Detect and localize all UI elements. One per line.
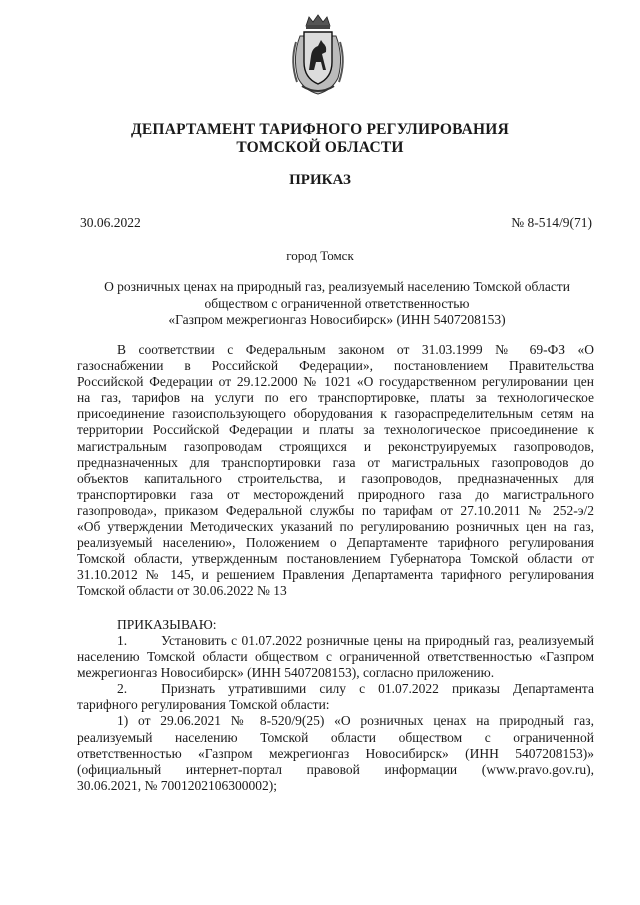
preamble-line: присоединение газоиспользующего оборудования к газораспределительным сетям на <box>77 406 594 422</box>
preamble-line: «Об утверждении Методических указаний по регулированию розничных цен на газ, <box>77 519 594 535</box>
preamble-line: Томской области, утвержденным постановлением Губернатора Томской области от <box>77 551 594 567</box>
preamble-line: 31.10.2012 № 145, и решением Правления Департамента тарифного регулирования <box>77 567 594 583</box>
preamble-line: В соответствии с Федеральным законом от 31.03.1999 № 69-ФЗ «О <box>117 342 594 357</box>
item-2-first-line <box>77 681 594 697</box>
subject-line: О розничных ценах на природный газ, реализуемый населению Томской области <box>104 279 570 294</box>
preamble-line: Томской области от 30.06.2022 № 13 <box>77 583 287 599</box>
preamble-paragraph <box>77 342 594 600</box>
preamble-line: объектов капитального строительства, и газопроводов, предназначенных для <box>77 470 594 486</box>
preamble-line: предназначенных для транспортировки газа от магистральных газопроводов до <box>77 454 594 470</box>
coat-of-arms-emblem <box>288 12 348 98</box>
department-name-line2: ТОМСКОЙ ОБЛАСТИ <box>236 139 404 156</box>
preamble-line: газопровода», приказом Федеральной службы по тарифам от 27.10.2011 № 252-э/2 <box>77 502 594 518</box>
order-items <box>77 633 594 794</box>
subject-line: «Газпром межрегионгаз Новосибирск» (ИНН 5407208153) <box>168 312 506 327</box>
item-number: 2. <box>117 681 128 697</box>
issue-city: город Томск <box>286 248 354 263</box>
order-directive-word: ПРИКАЗЫВАЮ: <box>117 617 217 632</box>
order-date: 30.06.2022 <box>80 215 141 230</box>
preamble-line: территории Российской Федерации и платы за технологическое присоединение к <box>77 422 594 438</box>
subject-line: обществом с ограниченной ответственностью <box>204 295 470 311</box>
subitem-line: (официальный интернет-портал правовой информации (www.pravo.gov.ru), <box>77 761 594 777</box>
preamble-line: газоснабжении в Российской Федерации», постановлением Правительства <box>77 358 594 374</box>
item-1-first-line <box>77 633 594 649</box>
item-line: тарифного регулирования Томской области: <box>77 697 330 713</box>
preamble-line: транспортировки газа от месторождений природного газа до магистрального <box>77 486 594 502</box>
item-text: Установить с 01.07.2022 розничные цены на природный газ, реализуемый <box>161 633 594 648</box>
document-type-title: ПРИКАЗ <box>289 172 351 188</box>
preamble-line: на газ, тарифов на услуги по его транспортировке, платы за технологическое <box>77 390 594 406</box>
preamble-line: реализуемый населению», Положением о Департаменте тарифного регулирования <box>77 535 594 551</box>
order-subject <box>80 279 594 329</box>
item-text: Признать утратившими силу с 01.07.2022 приказы Департамента <box>161 681 594 697</box>
item-number: 1. <box>117 633 128 648</box>
subitem-line: 1) от 29.06.2021 № 8-520/9(25) «О розничных ценах на природный газ, <box>117 713 594 729</box>
subitem-line: ответственностью «Газпром межрегионгаз Новосибирск» (ИНН 5407208153)» <box>77 745 594 761</box>
order-number: № 8-514/9(71) <box>511 215 592 230</box>
preamble-line: магистральным газопроводам строящихся и реконструируемых газопроводов, <box>77 438 594 454</box>
item-line: межрегионгаз Новосибирск» (ИНН 5407208153), согласно приложению. <box>77 665 495 681</box>
department-name-line1: ДЕПАРТАМЕНТ ТАРИФНОГО РЕГУЛИРОВАНИЯ <box>131 121 509 138</box>
subitem-line: реализуемый населению Томской области обществом с ограниченной <box>77 729 594 745</box>
item-line: населению Томской области обществом с ограниченной ответственностью «Газпром <box>77 649 594 665</box>
subitem-line: 30.06.2021, № 7001202106300002); <box>77 777 278 793</box>
preamble-line: Российской Федерации от 29.12.2000 № 1021 «О государственном регулировании цен <box>77 374 594 390</box>
